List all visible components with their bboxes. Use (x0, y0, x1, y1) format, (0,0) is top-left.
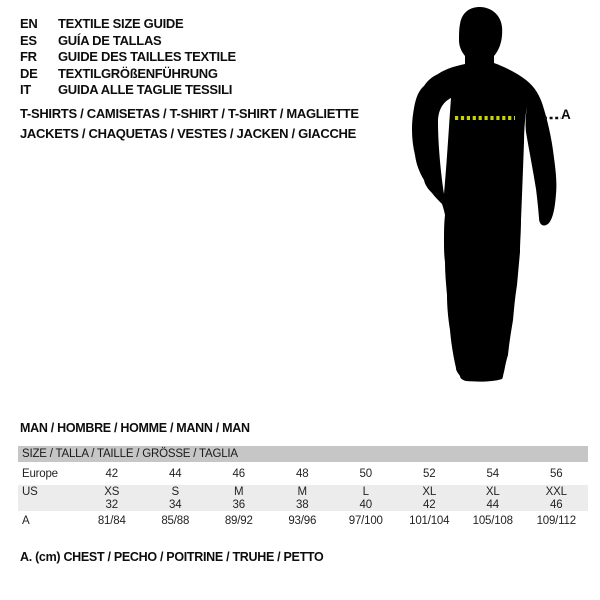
size-table (18, 446, 588, 530)
size-cell: 48 (296, 467, 309, 480)
size-cell: 54 (486, 467, 499, 480)
table-row-us-numbers (18, 498, 588, 511)
language-label: TEXTILGRÖßENFÜHRUNG (58, 65, 218, 81)
size-cell: 38 (296, 498, 309, 511)
garment-categories (20, 104, 359, 144)
size-cell: 56 (550, 467, 563, 480)
language-code: FR (20, 49, 37, 65)
language-code: IT (20, 82, 31, 98)
size-cell: 81/84 (97, 514, 126, 527)
language-row (20, 16, 236, 33)
size-cell: 85/88 (161, 514, 190, 527)
size-cell: XL (485, 485, 500, 498)
size-cell: 50 (359, 467, 372, 480)
language-row (20, 66, 236, 83)
language-label: TEXTILE SIZE GUIDE (58, 16, 184, 31)
size-cell: XXL (545, 485, 567, 498)
size-cell: 44 (169, 467, 182, 480)
language-list (20, 16, 236, 99)
size-cell: 52 (423, 467, 436, 480)
language-label: GUIDE DES TAILLES TEXTILE (58, 49, 236, 65)
language-code: EN (20, 16, 38, 31)
row-label: A (22, 514, 30, 527)
size-cell: L (362, 485, 369, 498)
language-row (20, 33, 236, 50)
size-cell: 46 (550, 498, 563, 511)
man-body-shape (412, 7, 556, 382)
size-cell: 32 (105, 498, 118, 511)
size-cell: M (297, 485, 307, 498)
table-row-chest-cm (18, 511, 588, 530)
size-cell: 101/104 (409, 514, 450, 527)
size-cell: XL (422, 485, 437, 498)
row-label: Europe (22, 467, 58, 480)
size-cell: S (171, 485, 179, 498)
size-cell: 105/108 (472, 514, 513, 527)
table-row-us-letters (18, 485, 588, 498)
category-tshirts: T-SHIRTS / CAMISETAS / T-SHIRT / T-SHIRT / MAGLIETTE (20, 106, 359, 121)
category-jackets: JACKETS / CHAQUETAS / VESTES / JACKEN / GIACCHE (20, 126, 356, 141)
table-row-europe (18, 462, 588, 485)
language-label: GUÍA DE TALLAS (58, 32, 162, 48)
language-code: DE (20, 65, 38, 81)
size-cell: 42 (423, 498, 436, 511)
language-code: ES (20, 32, 37, 48)
size-cell: 42 (105, 467, 118, 480)
language-row (20, 49, 236, 66)
language-label: GUIDA ALLE TAGLIE TESSILI (58, 82, 233, 98)
language-row (20, 82, 236, 99)
size-cell: 89/92 (224, 514, 253, 527)
size-cell: M (234, 485, 244, 498)
size-cell: 93/96 (288, 514, 317, 527)
row-label: US (22, 485, 38, 498)
size-cell: 44 (486, 498, 499, 511)
size-cell: 97/100 (348, 514, 383, 527)
measurement-footnote: A. (cm) CHEST / PECHO / POITRINE / TRUHE / PETTO (20, 550, 324, 564)
size-table-header: SIZE / TALLA / TAILLE / GRÖSSE / TAGLIA (18, 446, 588, 462)
size-cell: XS (104, 485, 120, 498)
section-title: MAN / HOMBRE / HOMME / MANN / MAN (20, 421, 250, 435)
size-cell: 36 (232, 498, 245, 511)
size-cell: 109/112 (536, 514, 576, 527)
size-cell: 34 (169, 498, 182, 511)
size-cell: 46 (232, 467, 245, 480)
measure-label-a: A (561, 107, 571, 122)
size-cell: 40 (359, 498, 372, 511)
man-silhouette (398, 0, 588, 395)
